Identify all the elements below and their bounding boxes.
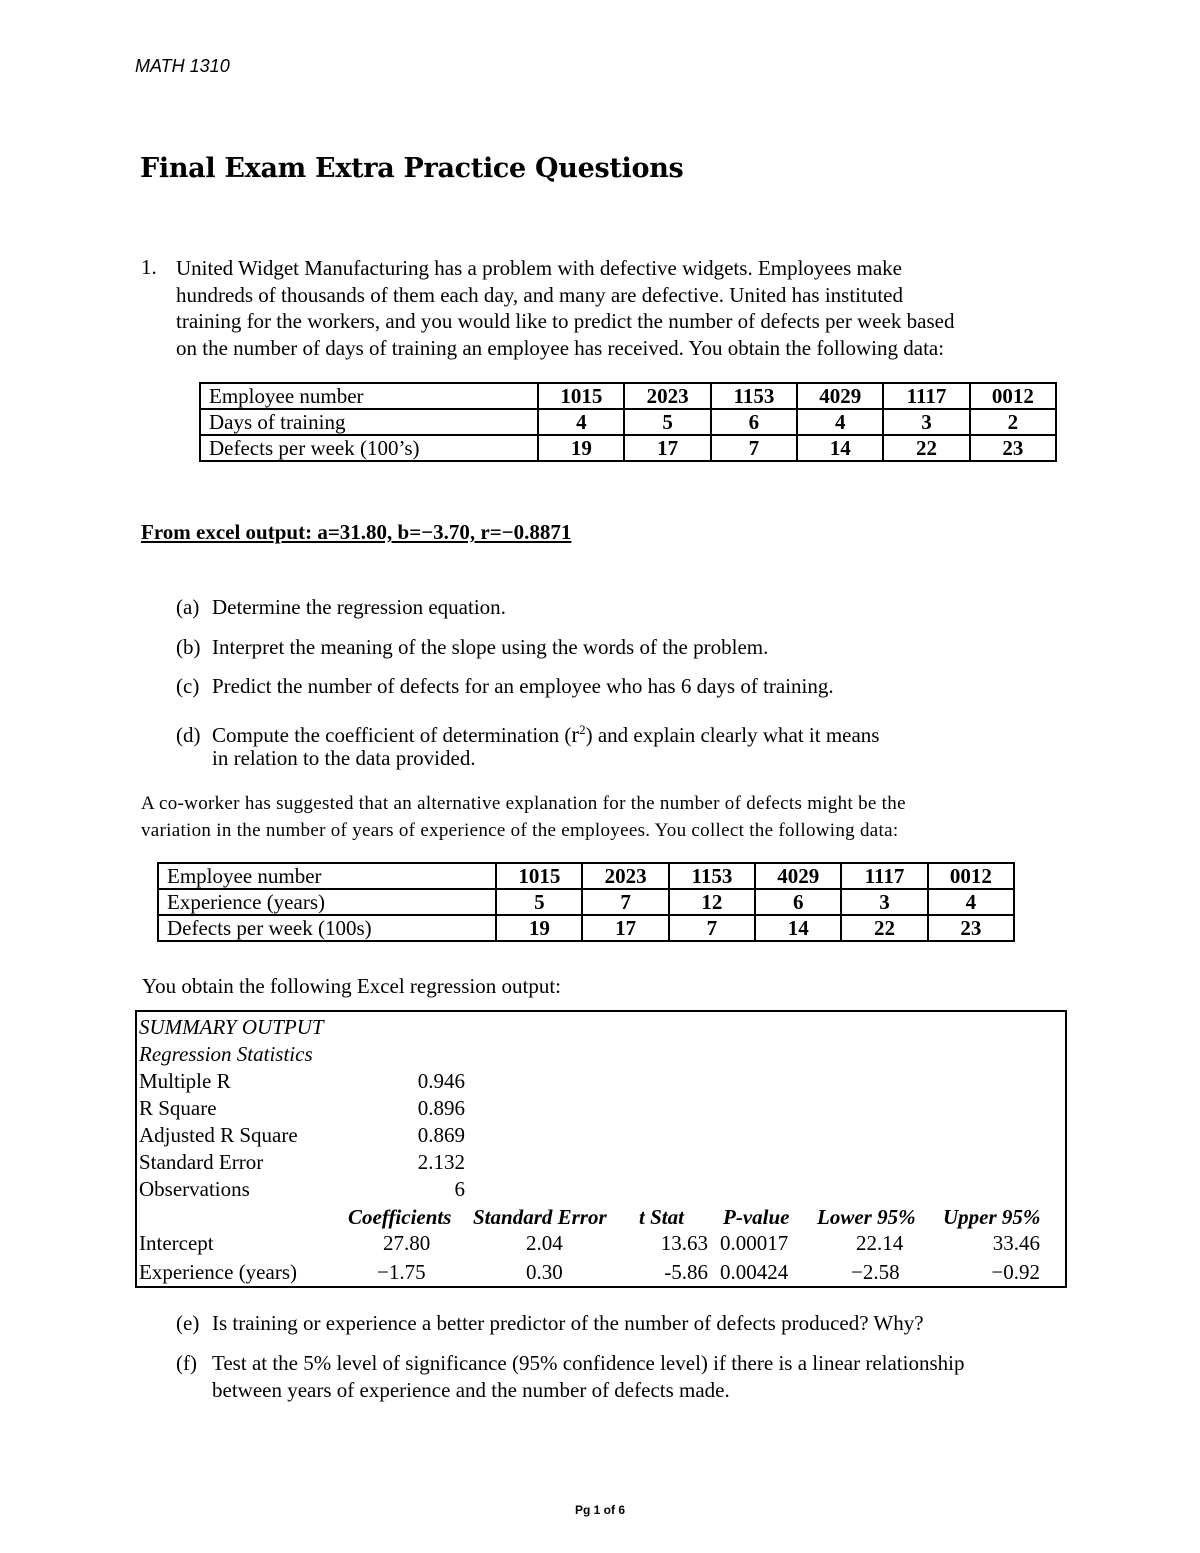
table-cell: 1153 — [669, 863, 755, 889]
table-cell: 19 — [538, 435, 624, 461]
part-c — [176, 674, 834, 699]
table-cell: 3 — [883, 409, 969, 435]
coef-cell: 2.04 — [526, 1231, 563, 1255]
table-cell: 7 — [582, 889, 668, 915]
stat-label: Observations — [139, 1177, 250, 1201]
coef-cell: 13.63 — [660, 1231, 708, 1255]
stat-label: R Square — [139, 1096, 217, 1120]
coef-cell: 0.00424 — [720, 1260, 789, 1284]
part-text: ) and explain clearly what it means — [585, 723, 880, 747]
table-row — [200, 383, 1056, 409]
table-cell: 4 — [797, 409, 883, 435]
coef-cell: 0.00017 — [720, 1231, 789, 1255]
table-row — [158, 915, 1014, 941]
row-label: Employee number — [158, 863, 496, 889]
table-cell: 7 — [711, 435, 797, 461]
part-text: between years of experience and the number of defects made. — [212, 1378, 730, 1402]
table-cell: 23 — [970, 435, 1056, 461]
part-text: Predict the number of defects for an employee who has 6 days of training. — [212, 674, 834, 698]
stat-value: 0.869 — [417, 1123, 465, 1147]
column-header: Standard Error — [473, 1205, 607, 1229]
table-cell: 14 — [755, 915, 841, 941]
table-cell: 17 — [624, 435, 710, 461]
part-text: Interpret the meaning of the slope using the words of the problem. — [212, 635, 769, 659]
column-header: Coefficients — [348, 1205, 452, 1229]
coef-row-label: Experience (years) — [139, 1260, 297, 1284]
table-cell: 0012 — [928, 863, 1014, 889]
part-a — [176, 595, 506, 620]
question-number: 1. — [141, 255, 157, 279]
row-label: Employee number — [200, 383, 538, 409]
table-row — [158, 889, 1014, 915]
part-d — [176, 716, 879, 772]
coworker-line: variation in the number of years of experience of the employees. You collect the following data: — [141, 820, 899, 841]
table-cell: 12 — [669, 889, 755, 915]
row-label: Experience (years) — [158, 889, 496, 915]
part-label: (c) — [176, 674, 200, 698]
coef-cell: 33.46 — [992, 1231, 1040, 1255]
row-label: Days of training — [200, 409, 538, 435]
part-label: (f) — [176, 1351, 197, 1375]
table-cell: 2023 — [582, 863, 668, 889]
page-number: Pg 1 of 6 — [574, 1503, 625, 1517]
table-cell: 19 — [496, 915, 582, 941]
part-text: Is training or experience a better predictor of the number of defects produced? Why? — [212, 1311, 924, 1335]
row-label: Defects per week (100’s) — [200, 435, 538, 461]
table-cell: 17 — [582, 915, 668, 941]
part-label: (d) — [176, 723, 201, 747]
coef-cell: 22.14 — [856, 1231, 904, 1255]
stat-label: Multiple R — [139, 1069, 231, 1093]
table-cell: 5 — [624, 409, 710, 435]
table-cell: 0012 — [970, 383, 1056, 409]
part-label: (e) — [176, 1311, 200, 1335]
coef-cell: 0.30 — [526, 1260, 563, 1284]
table-row — [200, 409, 1056, 435]
table-cell: 1153 — [711, 383, 797, 409]
coworker-line: A co-worker has suggested that an alternative explanation for the number of defects might be the — [141, 793, 906, 814]
column-header: t Stat — [639, 1205, 684, 1229]
part-e — [176, 1311, 924, 1336]
part-text: Test at the 5% level of significance (95% confidence level) if there is a linear relationship — [212, 1351, 965, 1375]
table-cell: 5 — [496, 889, 582, 915]
page-title: Final Exam Extra Practice Questions — [140, 153, 684, 184]
table-cell: 6 — [711, 409, 797, 435]
row-label: Defects per week (100s) — [158, 915, 496, 941]
table-cell: 2023 — [624, 383, 710, 409]
coef-row-label: Intercept — [139, 1231, 214, 1255]
table-cell: 1015 — [538, 383, 624, 409]
stat-label: Standard Error — [139, 1150, 264, 1174]
coef-cell: −1.75 — [377, 1260, 426, 1284]
experience-data-table — [157, 862, 1015, 942]
question-1-line: hundreds of thousands of them each day, and many are defective. United has instituted — [176, 282, 904, 307]
stat-value: 0.946 — [417, 1069, 465, 1093]
part-text: in relation to the data provided. — [212, 746, 476, 770]
course-header: MATH 1310 — [135, 56, 230, 76]
column-header: Lower 95% — [817, 1205, 916, 1229]
table-cell: 23 — [928, 915, 1014, 941]
coef-cell: -5.86 — [664, 1260, 708, 1284]
table-cell: 2 — [970, 409, 1056, 435]
table-cell: 3 — [841, 889, 927, 915]
coef-cell: −2.58 — [851, 1260, 900, 1284]
table-cell: 1117 — [841, 863, 927, 889]
excel-output-line: From excel output: a=31.80, b=−3.70, r=−0.8871 — [141, 520, 572, 544]
table-row — [200, 435, 1056, 461]
table-cell: 6 — [755, 889, 841, 915]
summary-subtitle: Regression Statistics — [139, 1042, 313, 1066]
summary-title: SUMMARY OUTPUT — [139, 1015, 324, 1039]
coef-cell: 27.80 — [383, 1231, 431, 1255]
part-f — [176, 1350, 964, 1404]
regression-summary-output — [135, 1010, 1067, 1288]
question-1-line: on the number of days of training an employee has received. You obtain the following data: — [176, 335, 945, 360]
r-symbol: r — [571, 722, 580, 747]
table-cell: 14 — [797, 435, 883, 461]
exponent: 2 — [579, 722, 586, 737]
table-row — [158, 863, 1014, 889]
stat-value: 0.896 — [417, 1096, 465, 1120]
coworker-text — [141, 790, 1041, 844]
column-header: P-value — [723, 1205, 790, 1229]
stat-label: Adjusted R Square — [139, 1123, 298, 1147]
coef-cell: −0.92 — [991, 1260, 1040, 1284]
stat-value: 2.132 — [417, 1150, 465, 1174]
part-b — [176, 635, 768, 660]
column-header: Upper 95% — [943, 1205, 1041, 1229]
question-1-text — [176, 255, 1076, 361]
table-cell: 1015 — [496, 863, 582, 889]
table-cell: 4029 — [755, 863, 841, 889]
question-1-line: training for the workers, and you would like to predict the number of defects per week based — [176, 309, 955, 333]
stat-value: 6 — [454, 1177, 465, 1201]
part-text: Compute the coefficient of determination ( — [212, 723, 572, 747]
obtain-text: You obtain the following Excel regression output: — [142, 974, 561, 998]
question-1-line: United Widget Manufacturing has a problem with defective widgets. Employees make — [176, 256, 902, 280]
training-data-table — [199, 382, 1057, 462]
part-label: (b) — [176, 635, 201, 659]
table-cell: 7 — [669, 915, 755, 941]
part-label: (a) — [176, 595, 200, 619]
part-text: Determine the regression equation. — [212, 595, 506, 619]
table-cell: 4029 — [797, 383, 883, 409]
table-cell: 1117 — [883, 383, 969, 409]
table-cell: 22 — [883, 435, 969, 461]
table-cell: 4 — [538, 409, 624, 435]
table-cell: 4 — [928, 889, 1014, 915]
table-cell: 22 — [841, 915, 927, 941]
